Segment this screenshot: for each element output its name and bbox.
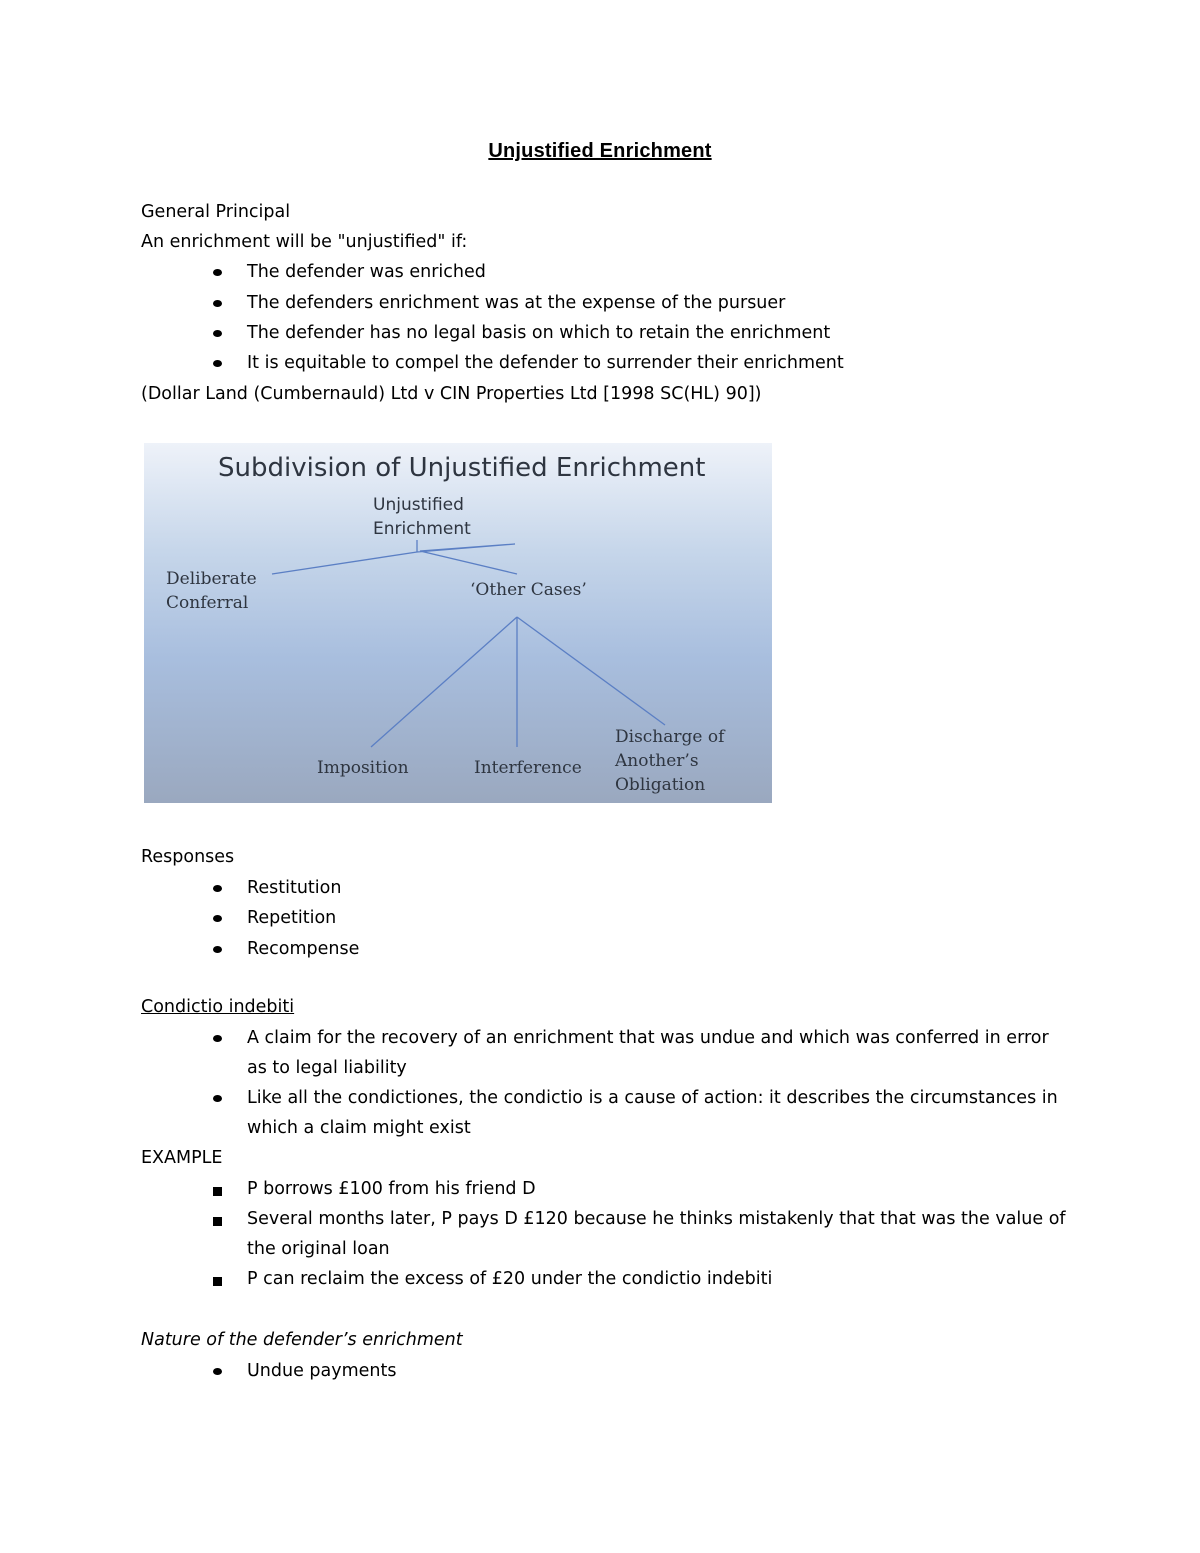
node-label: Discharge of <box>615 727 725 747</box>
node-label: Unjustified <box>373 495 464 515</box>
bullet-icon <box>212 877 226 899</box>
responses-heading: Responses <box>141 847 235 867</box>
list-item-continuation: which a claim might exist <box>247 1118 471 1138</box>
general-heading: General Principal <box>141 202 291 222</box>
diagram-title: Subdivision of Unjustified Enrichment <box>218 453 706 483</box>
bullet-icon <box>212 1027 226 1049</box>
node-label: Obligation <box>615 775 706 795</box>
node-interference: Interference <box>474 758 582 778</box>
case-citation: (Dollar Land (Cumbernauld) Ltd v CIN Properties Ltd [1998 SC(HL) 90]) <box>141 384 762 404</box>
list-item-continuation: as to legal liability <box>247 1058 407 1078</box>
connector-line <box>272 544 517 574</box>
bullet-icon <box>212 322 226 344</box>
condictio-heading: Condictio indebiti <box>141 997 295 1017</box>
list-item: Repetition <box>247 908 337 928</box>
node-label: Enrichment <box>373 519 471 539</box>
node-unjustified-enrichment <box>373 493 471 541</box>
bullet-icon <box>212 292 226 314</box>
subdivision-diagram <box>144 443 772 803</box>
bullet-icon <box>212 1360 226 1382</box>
bullet-icon <box>212 938 226 960</box>
nature-heading: Nature of the defender’s enrichment <box>141 1330 463 1350</box>
bullet-icon <box>212 352 226 374</box>
list-item: P can reclaim the excess of £20 under the condictio indebiti <box>247 1269 773 1289</box>
list-item: Like all the condictiones, the condictio is a cause of action: it describes the circumstances in <box>247 1088 1058 1108</box>
list-item-continuation: the original loan <box>247 1239 390 1259</box>
general-intro: An enrichment will be "unjustified" if: <box>141 232 468 252</box>
list-item: Several months later, P pays D £120 because he thinks mistakenly that that was the value of <box>247 1209 1066 1229</box>
node-other-cases: ‘Other Cases’ <box>470 580 587 600</box>
square-bullet-icon <box>212 1208 226 1230</box>
node-discharge <box>615 725 724 797</box>
page-title: Unjustified Enrichment <box>488 140 712 162</box>
node-imposition: Imposition <box>317 758 409 778</box>
bullet-icon <box>212 1087 226 1109</box>
node-label: Conferral <box>166 593 249 613</box>
node-deliberate-conferral <box>166 567 257 615</box>
list-item: Undue payments <box>247 1361 397 1381</box>
list-item: The defender has no legal basis on which to retain the enrichment <box>247 323 831 343</box>
list-item: P borrows £100 from his friend D <box>247 1179 536 1199</box>
list-item: Restitution <box>247 878 342 898</box>
example-heading: EXAMPLE <box>141 1148 223 1168</box>
bullet-icon <box>212 261 226 283</box>
square-bullet-icon <box>212 1268 226 1290</box>
node-label: Deliberate <box>166 569 257 589</box>
bullet-icon <box>212 907 226 929</box>
square-bullet-icon <box>212 1178 226 1200</box>
list-item: The defenders enrichment was at the expense of the pursuer <box>247 293 786 313</box>
list-item: A claim for the recovery of an enrichment that was undue and which was conferred in error <box>247 1028 1049 1048</box>
connector-line <box>517 617 665 725</box>
list-item: It is equitable to compel the defender to surrender their enrichment <box>247 353 844 373</box>
node-label: Another’s <box>615 751 699 771</box>
connector-line <box>371 617 517 747</box>
list-item: Recompense <box>247 939 360 959</box>
list-item: The defender was enriched <box>247 262 486 282</box>
